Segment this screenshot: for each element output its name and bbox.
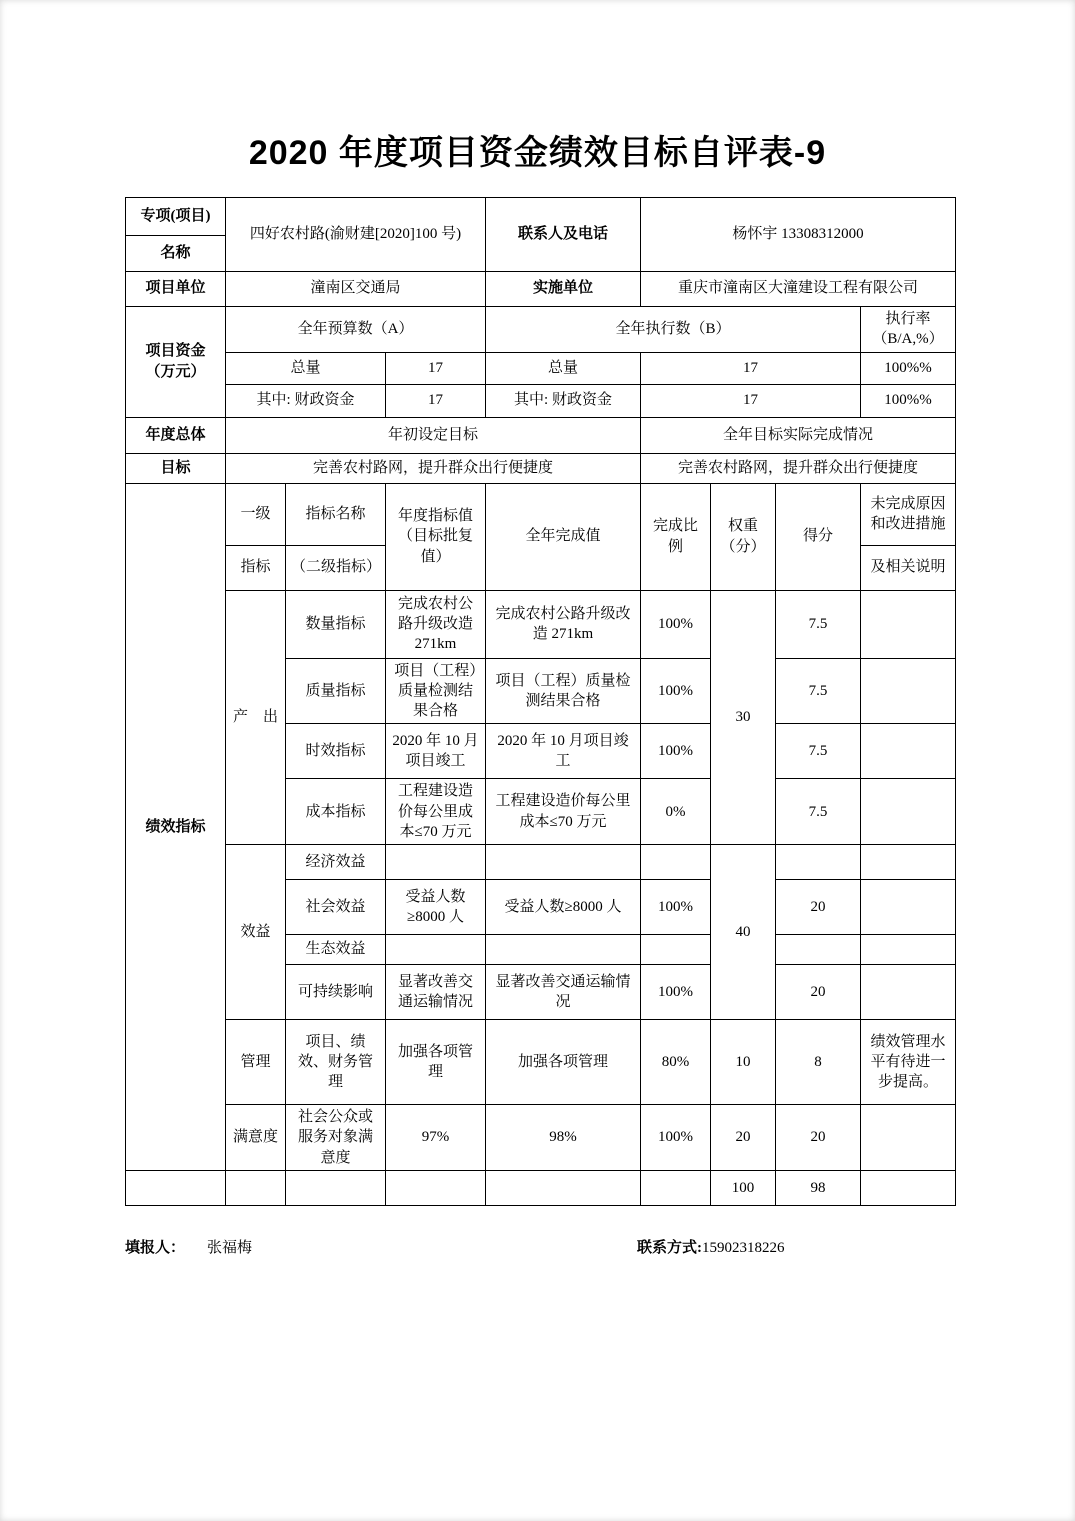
impl-unit-label: 实施单位 [486,271,641,306]
totals-score-cell: 98 [776,1170,861,1205]
empty-cell [126,1170,226,1205]
target-value-cell: 加强各项管理 [386,1020,486,1105]
filler-label: 填报人： [125,1239,186,1256]
project-name-label: 专项(项目) [126,197,226,235]
row-project-name [126,197,956,235]
score-cell: 7.5 [776,590,861,658]
empty-cell [861,1170,956,1205]
satisfaction-category-cell: 满意度 [226,1105,286,1171]
note-cell [861,965,956,1020]
exec-total-value: 17 [641,352,861,384]
row-totals [126,1170,956,1205]
hdr-target-value: 年度指标值（目标批复值） [386,483,486,590]
annual-goal-label: 年度总体 [126,417,226,453]
completed-value-cell: 显著改善交通运输情况 [486,965,641,1020]
score-cell: 20 [776,880,861,935]
target-value-cell: 项目（工程）质量检测结果合格 [386,658,486,724]
goal-sublabel: 目标 [126,453,226,483]
target-value-cell [386,935,486,965]
completed-value-cell [486,845,641,880]
ratio-cell [641,845,711,880]
output-category-cell: 产 出 [226,590,286,845]
indicator-name-cell: 经济效益 [286,845,386,880]
completed-value-cell: 项目（工程）质量检测结果合格 [486,658,641,724]
row-funds-header [126,306,956,352]
ratio-cell: 80% [641,1020,711,1105]
row-management [126,1020,956,1105]
ratio-cell: 0% [641,779,711,845]
contact-phone-value: 杨怀宇 13308312000 [641,197,956,271]
actual-goal-value: 完善农村路网，提升群众出行便捷度 [641,453,956,483]
indicator-name-cell: 生态效益 [286,935,386,965]
target-value-cell: 工程建设造价每公里成本≤70 万元 [386,779,486,845]
note-cell [861,1105,956,1171]
target-value-cell: 完成农村公路升级改造271km [386,590,486,658]
row-satisfaction [126,1105,956,1171]
target-value-cell: 受益人数≥8000 人 [386,880,486,935]
completed-value-cell: 完成农村公路升级改造 271km [486,590,641,658]
document-title: 2020 年度项目资金绩效目标自评表-9 [248,133,827,172]
note-cell [861,590,956,658]
hdr-indicator-name: 指标名称 [286,483,386,545]
benefit-weight-cell: 40 [711,845,776,1020]
empty-cell [486,1170,641,1205]
completed-value-cell: 加强各项管理 [486,1020,641,1105]
impl-unit-value: 重庆市潼南区大潼建设工程有限公司 [641,271,956,306]
weight-cell: 10 [711,1020,776,1105]
indicator-name-cell: 成本指标 [286,779,386,845]
target-value-cell [386,845,486,880]
indicator-name-cell: 项目、绩效、财务管理 [286,1020,386,1105]
note-cell [861,658,956,724]
budget-total-label: 总量 [226,352,386,384]
completed-value-cell [486,935,641,965]
row-economic-benefit [126,845,956,880]
note-cell: 绩效管理水平有待进一步提高。 [861,1020,956,1105]
score-cell: 8 [776,1020,861,1105]
hdr-level-top: 一级 [226,483,286,545]
indicator-name-cell: 数量指标 [286,590,386,658]
benefit-category-cell: 效益 [226,845,286,1020]
budget-total-value: 17 [386,352,486,384]
note-cell [861,845,956,880]
score-cell [776,845,861,880]
project-name-sublabel: 名称 [126,235,226,271]
score-cell: 20 [776,965,861,1020]
management-category-cell: 管理 [226,1020,286,1105]
ratio-cell: 100% [641,724,711,779]
actual-goal-header: 全年目标实际完成情况 [641,417,956,453]
contact-method-value: 15902318226 [702,1239,785,1256]
ratio-cell: 100% [641,880,711,935]
weight-cell: 20 [711,1105,776,1171]
empty-cell [286,1170,386,1205]
row-total [126,352,956,384]
target-value-cell: 显著改善交通运输情况 [386,965,486,1020]
exec-fiscal-value: 17 [641,384,861,417]
completed-value-cell: 受益人数≥8000 人 [486,880,641,935]
budget-header-cell: 全年预算数（A） [226,306,486,352]
completed-value-cell: 工程建设造价每公里成本≤70 万元 [486,779,641,845]
score-cell [776,935,861,965]
indicator-name-cell: 质量指标 [286,658,386,724]
budget-fiscal-label: 其中: 财政资金 [226,384,386,417]
hdr-note-top: 未完成原因和改进措施 [861,483,956,545]
indicator-name-cell: 社会公众或服务对象满意度 [286,1105,386,1171]
note-cell [861,935,956,965]
contact-method-label: 联系方式: [637,1239,702,1256]
score-cell: 20 [776,1105,861,1171]
hdr-weight: 权重（分） [711,483,776,590]
row-goal-value [126,453,956,483]
indicator-name-cell: 社会效益 [286,880,386,935]
note-cell [861,724,956,779]
hdr-completed-value: 全年完成值 [486,483,641,590]
score-cell: 7.5 [776,724,861,779]
hdr-secondary-indicator: （二级指标） [286,545,386,590]
output-weight-cell: 30 [711,590,776,845]
ratio-cell: 100% [641,965,711,1020]
totals-weight-cell: 100 [711,1170,776,1205]
row-quantity-indicator [126,590,956,658]
rate-fiscal-value: 100%% [861,384,956,417]
empty-cell [386,1170,486,1205]
note-cell [861,779,956,845]
ratio-cell: 100% [641,658,711,724]
exec-total-label: 总量 [486,352,641,384]
indicators-section-label: 绩效指标 [126,483,226,1170]
score-cell: 7.5 [776,779,861,845]
rate-total-value: 100%% [861,352,956,384]
hdr-completion-ratio: 完成比例 [641,483,711,590]
evaluation-table [125,197,956,1206]
footer [125,1236,955,1258]
empty-cell [226,1170,286,1205]
row-unit [126,271,956,306]
target-value-cell: 2020 年 10 月项目竣工 [386,724,486,779]
indicator-name-cell: 可持续影响 [286,965,386,1020]
exec-fiscal-label: 其中: 财政资金 [486,384,641,417]
note-cell [861,880,956,935]
row-goal-header [126,417,956,453]
initial-goal-header: 年初设定目标 [226,417,641,453]
hdr-score: 得分 [776,483,861,590]
empty-cell [641,1170,711,1205]
contact-phone-label: 联系人及电话 [486,197,641,271]
project-unit-value: 潼南区交通局 [226,271,486,306]
budget-fiscal-value: 17 [386,384,486,417]
indicator-name-cell: 时效指标 [286,724,386,779]
hdr-level-bottom: 指标 [226,545,286,590]
completed-value-cell: 98% [486,1105,641,1171]
funds-label: 项目资金（万元） [126,306,226,417]
row-fiscal [126,384,956,417]
filler-name: 张福梅 [207,1239,253,1256]
project-name-value: 四好农村路(渝财建[2020]100 号) [226,197,486,271]
project-unit-label: 项目单位 [126,271,226,306]
completed-value-cell: 2020 年 10 月项目竣工 [486,724,641,779]
rate-header-cell: 执行率（B/A,%） [861,306,956,352]
target-value-cell: 97% [386,1105,486,1171]
ratio-cell: 100% [641,1105,711,1171]
ratio-cell: 100% [641,590,711,658]
row-indicator-header-top [126,483,956,545]
initial-goal-value: 完善农村路网，提升群众出行便捷度 [226,453,641,483]
ratio-cell [641,935,711,965]
score-cell: 7.5 [776,658,861,724]
exec-header-cell: 全年执行数（B） [486,306,861,352]
hdr-note-bottom: 及相关说明 [861,545,956,590]
